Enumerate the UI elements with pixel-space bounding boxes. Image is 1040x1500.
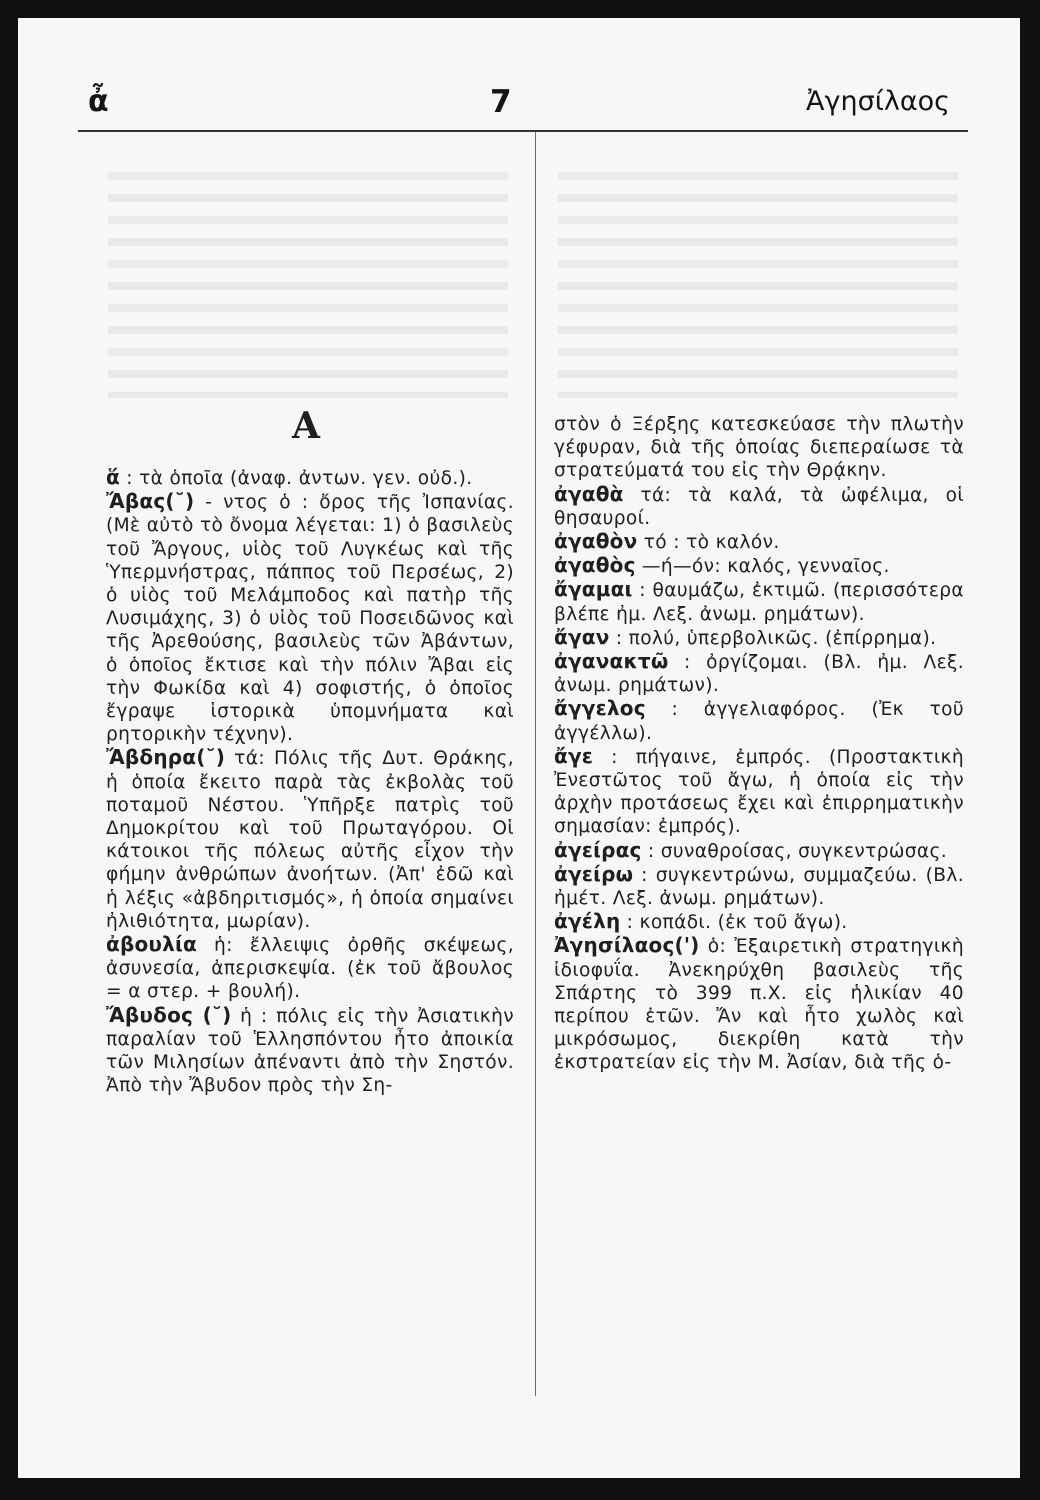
entry-definition: τά: Πόλις τῆς Δυτ. Θράκης, ἡ ὁποία ἔκειτο παρὰ τὰς ἐκβολὰς τοῦ ποταμοῦ Νέστου. Ὑπῆρξε πατρὶς τοῦ Δημοκρίτου καὶ τοῦ Πρωταγόρου. Οἱ κάτοικοι τῆς πόλεως αὐτῆς εἶχον τὴν φήμην ἀνθρώπων ἀνοήτων. (Ἀπ' ἐδῶ καὶ ἡ λέξις «ἀβδηριτισμός», ἡ ὁποία σημαίνει ἠλιθιότητα, μωρίαν). [106, 748, 514, 932]
dictionary-entry [554, 697, 964, 744]
entry-definition: - ντος ὁ : ὄρος τῆς Ἰσπανίας. (Μὲ αὐτὸ τὸ ὄνομα λέγεται: 1) ὁ βασιλεὺς τοῦ Ἄργους, υἱὸς τοῦ Λυγκέως καὶ τῆς Ὑπερμνήστρας, πάππος τοῦ Περσέως, 2) ὁ υἱὸς τοῦ Μελάμποδος καὶ πατὴρ τῆς Λυσιμάχης, 3) ὁ υἱὸς τοῦ Ποσειδῶνος καὶ τῆς Ἀρεθούσης, βασιλεὺς τῶν Ἀβάντων, ὁ ὁποῖος ἔκτισε καὶ τὴν πόλιν Ἄβαι εἰς τὴν Φωκίδα καὶ 4) σοφιστής, ὁ ὁποῖος ἔγραψε ἱστορικὰ ὑπομνήματα καὶ ρητορικὴν τέχνην). [106, 492, 514, 746]
entry-lemma: ἀγείρω [554, 861, 634, 886]
entry-lemma: ἅ [106, 465, 120, 489]
right-column [554, 413, 964, 1075]
dictionary-entry [554, 934, 964, 1074]
dictionary-entry [554, 626, 964, 650]
running-head-right: Ἀγησίλαος [806, 86, 950, 117]
entry-lemma: ἀγανακτῶ [554, 649, 669, 674]
entry-lemma: ἀγέλη [554, 909, 621, 934]
dictionary-entry [554, 554, 964, 578]
dictionary-entry [106, 746, 514, 933]
entry-definition: —ή—όν: καλός, γενναῖος. [635, 556, 890, 578]
running-head-left: ἆ [88, 84, 109, 119]
entry-definition: ὁ: Ἐξαιρετικὴ στρατηγικὴ ἰδιοφυΐα. Ἀνεκηρύχθη βασιλεὺς τῆς Σπάρτης τὸ 399 π.Χ. εἰς ἡλικίαν 40 περίπου ἐτῶν. Ἄν καὶ ἦτο χωλὸς καὶ μικρόσωμος, διεκρίθη κατὰ τὴν ἐκστρατείαν εἰς τὴν Μ. Ἀσίαν, διὰ τῆς ὁ- [554, 936, 964, 1074]
entry-lemma: Ἄβας(˘) [106, 489, 195, 514]
entry-definition: : θαυμάζω, ἐκτιμῶ. (περισσότερα βλέπε ἠμ. Λεξ. ἀνωμ. ρημάτων). [554, 580, 964, 625]
dictionary-entry [106, 466, 514, 490]
entry-definition: : συγκεντρώνω, συμμαζεύω. (Βλ. ἠμέτ. Λεξ. ἀνωμ. ρημάτων). [554, 864, 964, 910]
entry-lemma: ἄγαν [554, 624, 610, 649]
entry-lemma: ἀβουλία [106, 932, 197, 957]
dictionary-page [18, 18, 1020, 1478]
dictionary-entry [554, 863, 964, 910]
entry-lemma: ἄγαμαι [554, 577, 633, 602]
entry-lemma: Ἄβυδος (˘) [106, 1002, 232, 1027]
dictionary-entry [554, 530, 964, 554]
entry-definition: : τὰ ὁποῖα (ἀναφ. ἀντων. γεν. οὐδ.). [119, 468, 473, 489]
entry-lemma: ἀγαθὸν [554, 529, 638, 554]
entry-definition: τό : τὸ καλόν. [637, 532, 780, 554]
column-divider [535, 132, 536, 1396]
dictionary-entry [106, 933, 514, 1004]
dictionary-entry [554, 839, 964, 863]
show-through-text-right [558, 158, 958, 398]
entry-definition: ἡ : πόλις εἰς τὴν Ἀσιατικὴν παραλίαν τοῦ Ἑλλησπόντου ἦτο ἀποικία τῶν Μιλησίων ἀπέναντι ἀπὸ τὴν Σηστόν. Ἀπὸ τὴν Ἄβυδον πρὸς τὴν Ση- [106, 1005, 514, 1097]
entry-lemma: Ἄβδηρα(˘) [106, 745, 226, 770]
entry-lemma: ἀγαθὰ [554, 481, 624, 506]
dictionary-entry [554, 910, 964, 934]
dictionary-entry [106, 1004, 514, 1098]
entry-definition: : ἀγγελιαφόρος. (Ἐκ τοῦ ἀγγέλλω). [554, 699, 964, 744]
page-number: 7 [490, 84, 512, 120]
entry-definition: : ὀργίζομαι. (Βλ. ἠμ. Λεξ. ἀνωμ. ρημάτων). [554, 652, 964, 697]
dictionary-entry-continued [554, 413, 964, 483]
dictionary-entry [554, 745, 964, 839]
entry-lemma: ἄγε [554, 743, 594, 768]
left-column [106, 128, 514, 1097]
entry-definition: στὸν ὁ Ξέρξης κατεσκεύασε τὴν πλωτὴν γέφυραν, διὰ τῆς ὁποίας διεπεραίωσε τὰ στρατεύματά του εἰς τὴν Θρᾴκην. [554, 414, 964, 482]
entry-definition: τά: τὰ καλά, τὰ ὠφέλιμα, οἱ θησαυροί. [554, 484, 964, 529]
entry-definition: ἡ: ἔλλειψις ὀρθῆς σκέψεως, ἀσυνεσία, ἀπερισκεψία. (ἐκ τοῦ ἄβουλος = α στερ. + βουλή). [106, 935, 514, 1003]
entry-lemma: ἀγαθὸς [554, 553, 636, 578]
entry-definition: : κοπάδι. (ἐκ τοῦ ἄγω). [620, 912, 848, 934]
entry-lemma: ἀγείρας [554, 837, 642, 862]
dictionary-entry [554, 578, 964, 625]
dictionary-entry [554, 650, 964, 697]
entry-definition: : πολύ, ὑπερβολικῶς. (ἐπίρρημα). [609, 627, 937, 649]
entry-definition: : πήγαινε, ἐμπρός. (Προστακτικὴ Ἐνεστῶτος τοῦ ἄγω, ἡ ὁποία εἰς τὴν ἀρχὴν προτάσεως ἔχει καὶ ἐπιρρηματικὴν σημασίαν: ἐμπρός). [554, 746, 964, 838]
dictionary-entry [554, 483, 964, 530]
dictionary-entry [106, 490, 514, 746]
entry-lemma: ἄγγελος [554, 696, 646, 721]
section-letter: A [292, 405, 320, 447]
entry-lemma: Ἀγησίλαος(') [554, 933, 700, 958]
entry-definition: : συναθροίσας, συγκεντρώσας. [641, 840, 948, 862]
